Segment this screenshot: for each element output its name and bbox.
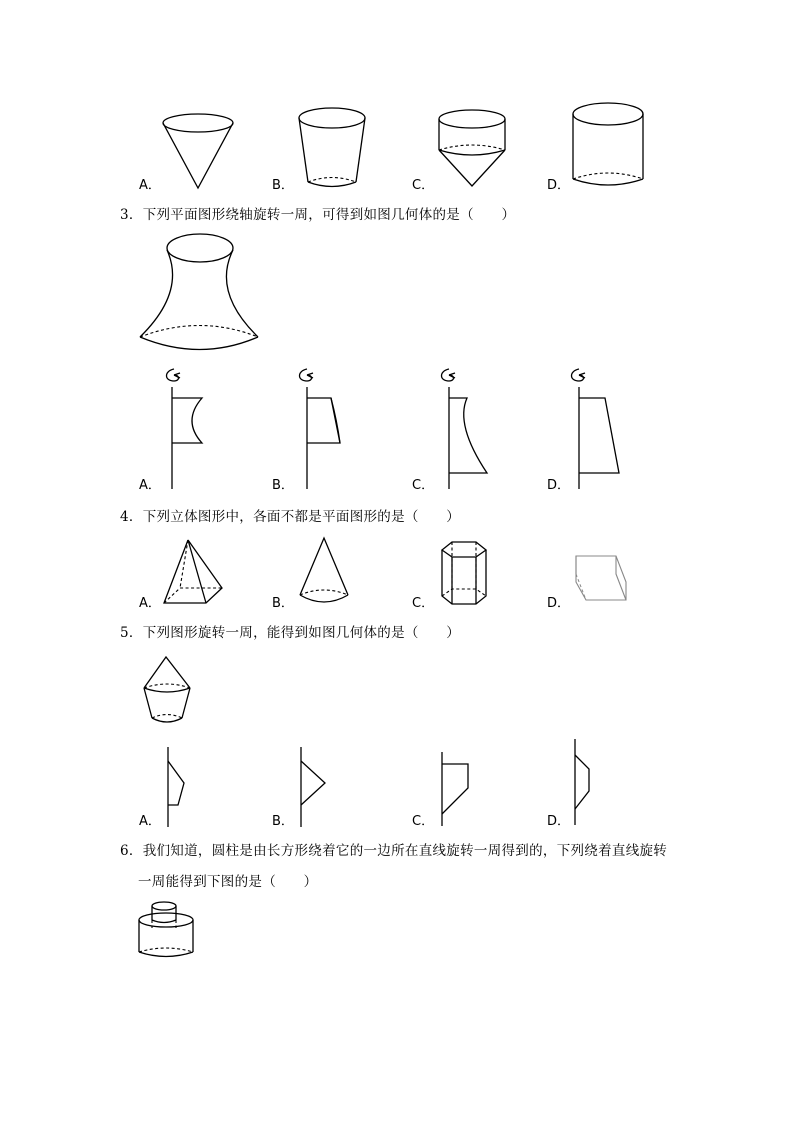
q5-option-a-figure [160, 745, 200, 830]
q2-option-c-label[interactable]: C． [412, 178, 435, 193]
q2-option-d-cylinder-figure [572, 101, 646, 191]
q5-option-b-figure [293, 745, 333, 830]
q5-option-a-label[interactable]: A． [139, 814, 161, 829]
q2-option-a-label[interactable]: A． [139, 178, 161, 193]
q4-option-b-label[interactable]: B． [272, 596, 294, 611]
q3-option-a-figure [160, 365, 210, 495]
q3-option-d-figure [567, 365, 627, 495]
q4-question-text: 4．下列立体图形中，各面不都是平面图形的是（ ） [120, 509, 461, 525]
q5-option-d-label[interactable]: D． [547, 814, 571, 829]
q3-option-c-label[interactable]: C． [412, 478, 435, 493]
q5-option-b-label[interactable]: B． [272, 814, 294, 829]
q4-option-d-prism-figure [570, 552, 634, 606]
q3-option-b-figure [295, 365, 355, 495]
q4-option-a-pyramid-figure [160, 538, 226, 608]
q2-option-b-frustum-figure [298, 105, 370, 190]
q4-option-d-label[interactable]: D． [547, 596, 571, 611]
q2-option-c-cylinder-cone-figure [437, 108, 509, 190]
q2-option-d-label[interactable]: D． [547, 178, 571, 193]
q5-solid-figure [140, 654, 196, 724]
q2-option-b-label[interactable]: B． [272, 178, 294, 193]
q5-option-c-figure [434, 750, 474, 830]
q5-option-d-figure [567, 737, 607, 829]
q5-option-c-label[interactable]: C． [412, 814, 435, 829]
q3-option-d-label[interactable]: D． [547, 478, 571, 493]
q5-question-text: 5．下列图形旋转一周，能得到如图几何体的是（ ） [120, 625, 461, 641]
q6-question-line2: 一周能得到下图的是（ ） [138, 874, 318, 890]
q3-solid-figure [138, 232, 264, 354]
q4-option-c-label[interactable]: C． [412, 596, 435, 611]
q6-stacked-cylinders-figure [138, 898, 200, 962]
q6-question-line1: 6．我们知道，圆柱是由长方形绕着它的一边所在直线旋转一周得到的，下列绕着直线旋转 [120, 843, 668, 859]
q2-option-a-cone-figure [160, 110, 240, 190]
q3-question-text: 3．下列平面图形绕轴旋转一周，可得到如图几何体的是（ ） [120, 207, 516, 223]
q3-option-b-label[interactable]: B． [272, 478, 294, 493]
q4-option-c-hexagonal-prism-figure [440, 540, 490, 608]
q3-option-c-figure [437, 365, 497, 495]
q4-option-b-cone-figure [295, 535, 355, 609]
q4-option-a-label[interactable]: A． [139, 596, 161, 611]
q3-option-a-label[interactable]: A． [139, 478, 161, 493]
